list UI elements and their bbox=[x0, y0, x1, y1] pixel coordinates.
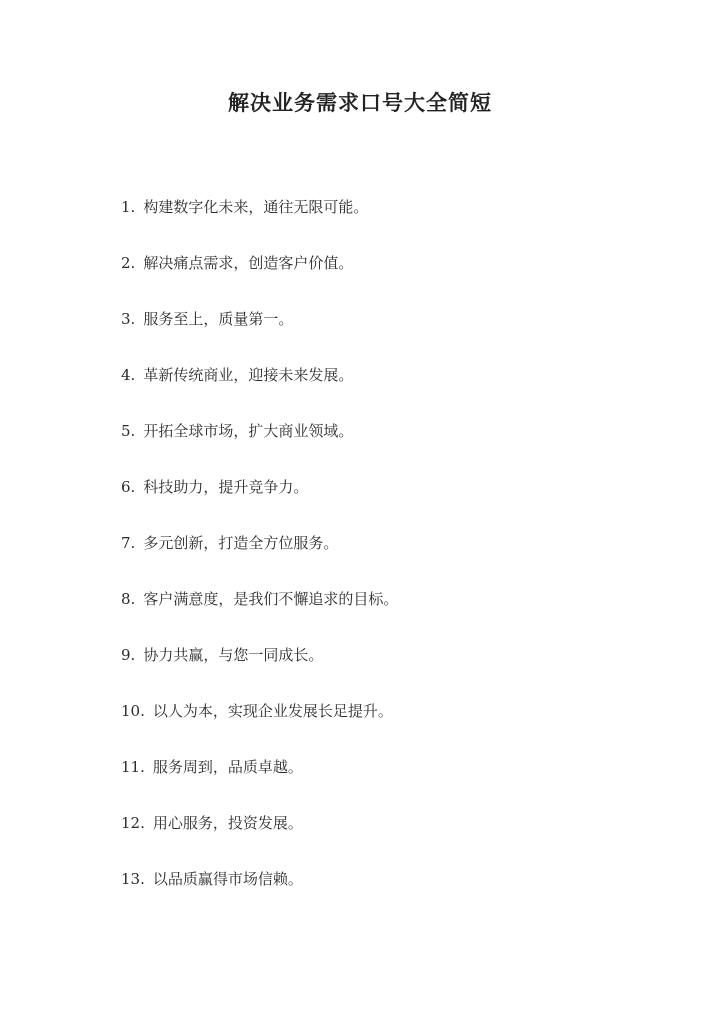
list-item bbox=[121, 531, 398, 587]
item-number: 8. bbox=[121, 590, 136, 608]
item-text: 多元创新，打造全方位服务。 bbox=[143, 534, 339, 552]
item-text: 革新传统商业，迎接未来发展。 bbox=[143, 366, 354, 384]
item-text: 开拓全球市场，扩大商业领域。 bbox=[143, 422, 354, 440]
item-text: 用心服务，投资发展。 bbox=[152, 814, 303, 832]
item-number: 9. bbox=[121, 646, 136, 664]
slogan-list bbox=[121, 195, 398, 923]
list-item bbox=[121, 475, 398, 531]
list-item bbox=[121, 755, 398, 811]
item-number: 3. bbox=[121, 310, 136, 328]
item-number: 13. bbox=[121, 870, 145, 888]
item-number: 6. bbox=[121, 478, 136, 496]
list-item bbox=[121, 811, 398, 867]
list-item bbox=[121, 699, 398, 755]
item-number: 12. bbox=[121, 814, 145, 832]
item-number: 1. bbox=[121, 198, 136, 216]
item-text: 服务至上，质量第一。 bbox=[143, 310, 294, 328]
item-text: 以人为本，实现企业发展长足提升。 bbox=[152, 702, 393, 720]
list-item bbox=[121, 643, 398, 699]
item-text: 服务周到，品质卓越。 bbox=[152, 758, 303, 776]
item-text: 解决痛点需求，创造客户价值。 bbox=[143, 254, 354, 272]
item-number: 5. bbox=[121, 422, 136, 440]
list-item bbox=[121, 867, 398, 923]
item-number: 11. bbox=[121, 758, 145, 776]
list-item bbox=[121, 363, 398, 419]
list-item bbox=[121, 251, 398, 307]
item-number: 2. bbox=[121, 254, 136, 272]
item-text: 构建数字化未来，通往无限可能。 bbox=[143, 198, 369, 216]
list-item bbox=[121, 587, 398, 643]
item-text: 客户满意度，是我们不懈追求的目标。 bbox=[143, 590, 399, 608]
item-text: 科技助力，提升竞争力。 bbox=[143, 478, 309, 496]
item-number: 7. bbox=[121, 534, 136, 552]
list-item bbox=[121, 307, 398, 363]
item-text: 以品质赢得市场信赖。 bbox=[152, 870, 303, 888]
item-text: 协力共赢，与您一同成长。 bbox=[143, 646, 324, 664]
page-title: 解决业务需求口号大全简短 bbox=[228, 90, 492, 115]
item-number: 4. bbox=[121, 366, 136, 384]
item-number: 10. bbox=[121, 702, 145, 720]
list-item bbox=[121, 195, 398, 251]
list-item bbox=[121, 419, 398, 475]
